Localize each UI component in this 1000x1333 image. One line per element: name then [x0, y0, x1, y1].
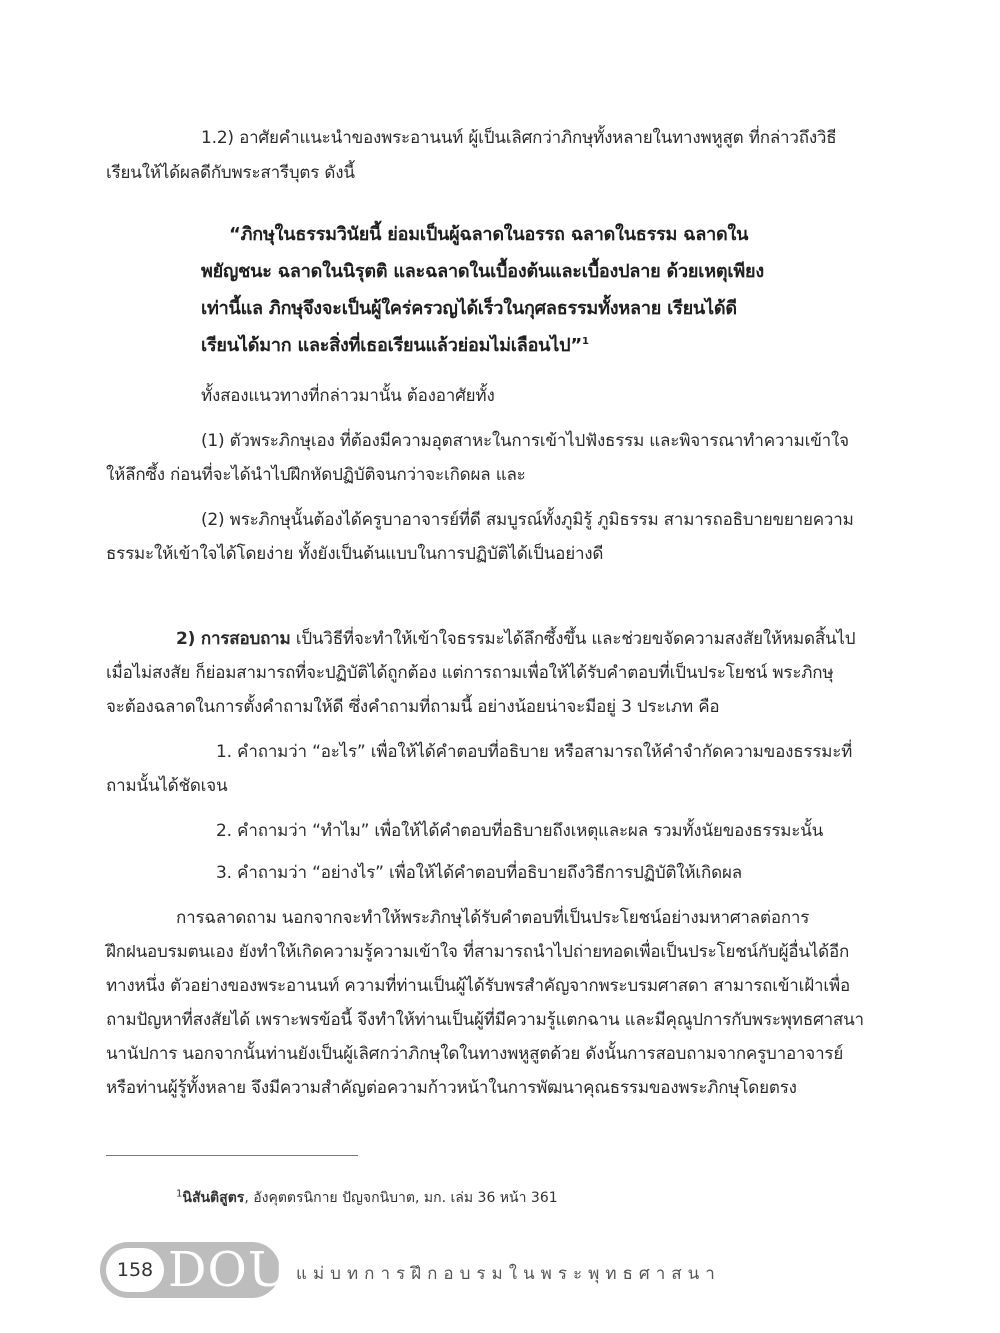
section-1-2-line-2: เรียนให้ได้ผลดีกับพระสารีบุตร ดังนี้	[106, 163, 355, 183]
item-2-line-2: ธรรมะให้เข้าใจได้โดยง่าย ทั้งยังเป็นต้นแบบในการปฏิบัติได้เป็นอย่างดี	[106, 544, 604, 564]
quote-line-2: พยัญชนะ ฉลาดในนิรุตติ และฉลาดในเบื้องต้นและเบื้องปลาย ด้วยเหตุเพียง	[201, 261, 764, 282]
closing-line-3: ทางหนึ่ง ตัวอย่างของพระอานนท์ ความที่ท่านเป็นผู้ได้รับพรสำคัญจากพระบรมศาสดา สามารถเข้าเฝ้าเพื่อ	[106, 976, 850, 996]
closing-line-5: นานัปการ นอกจากนั้นท่านยังเป็นผู้เลิศกว่าภิกษุใดในทางพหูสูตด้วย ดังนั้นการสอบถามจากครูบาอาจารย์	[106, 1044, 844, 1064]
footnote	[176, 1187, 558, 1209]
both-paths-text: ทั้งสองแนวทางที่กล่าวมานั้น ต้องอาศัยทั้ง	[201, 386, 495, 406]
section-2-line-3: จะต้องฉลาดในการตั้งคำถามให้ดี ซึ่งคำถามที่ถามนี้ อย่างน้อยน่าจะมีอยู่ 3 ประเภท คือ	[106, 697, 720, 717]
page-number: 158	[106, 1248, 164, 1292]
question-1-line-2: ถามนั้นได้ชัดเจน	[106, 776, 228, 796]
footnote-title: นิสันติสูตร	[182, 1190, 245, 1206]
section-2-heading: 2) การสอบถาม	[176, 629, 291, 649]
section-2-line-1	[176, 627, 855, 651]
closing-line-4: ถามปัญหาที่สงสัยได้ เพราะพรข้อนี้ จึงทำให้ท่านเป็นผู้ที่มีความรู้แตกฉาน และมีคุณูปการกับพระพุทธศาสนา	[106, 1010, 864, 1030]
question-2: 2. คำถามว่า “ทำไม” เพื่อให้ได้คำตอบที่อธิบายถึงเหตุและผล รวมทั้งนัยของธรรมะนั้น	[216, 821, 824, 841]
question-1-line-1: 1. คำถามว่า “อะไร” เพื่อให้ได้คำตอบที่อธิบาย หรือสามารถให้คำจำกัดความของธรรมะที่	[216, 742, 853, 762]
section-2-line-1-text: เป็นวิธีที่จะทำให้เข้าใจธรรมะได้ลึกซึ้งขึ้น และช่วยขจัดความสงสัยให้หมดสิ้นไป	[290, 629, 856, 649]
quote-line-4	[201, 334, 589, 358]
item-2-line-1: (2) พระภิกษุนั้นต้องได้ครูบาอาจารย์ที่ดี สมบูรณ์ทั้งภูมิรู้ ภูมิธรรม สามารถอธิบายขยายความ	[201, 510, 854, 530]
closing-line-6: หรือท่านผู้รู้ทั้งหลาย จึงมีความสำคัญต่อความก้าวหน้าในการพัฒนาคุณธรรมของพระภิกษุโดยตรง	[106, 1078, 797, 1098]
footnote-text: , อังคุตตรนิกาย ปัญจกนิบาต, มก. เล่ม 36 หน้า 361	[244, 1190, 558, 1206]
question-3: 3. คำถามว่า “อย่างไร” เพื่อให้ได้คำตอบที่อธิบายถึงวิธีการปฏิบัติให้เกิดผล	[216, 863, 742, 883]
footnote-divider	[106, 1155, 358, 1156]
dou-logo: DOU	[168, 1242, 290, 1298]
book-title: แม่บทการฝึกอบรมในพระพุทธศาสนา	[296, 1264, 721, 1284]
closing-line-1: การฉลาดถาม นอกจากจะทำให้พระภิกษุได้รับคำตอบที่เป็นประโยชน์อย่างมหาศาลต่อการ	[176, 908, 810, 928]
item-1-line-2: ให้ลึกซึ้ง ก่อนที่จะได้นำไปฝึกหัดปฏิบัติจนกว่าจะเกิดผล และ	[106, 465, 526, 485]
quote-line-3: เท่านี้แล ภิกษุจึงจะเป็นผู้ใคร่ครวญได้เร็วในกุศลธรรมทั้งหลาย เรียนได้ดี	[201, 298, 737, 319]
section-2-line-2: เมื่อไม่สงสัย ก็ย่อมสามารถที่จะปฏิบัติได้ถูกต้อง แต่การถามเพื่อให้ได้รับคำตอบที่เป็นประโยชน์ พระภิกษุ	[106, 663, 834, 683]
footnote-reference: 1	[582, 336, 589, 347]
quote-line-4-text: เรียนได้มาก และสิ่งที่เธอเรียนแล้วย่อมไม่เลือนไป”	[201, 335, 582, 356]
section-1-2-line-1: 1.2) อาศัยคำแนะนำของพระอานนท์ ผู้เป็นเลิศกว่าภิกษุทั้งหลายในทางพหูสูต ที่กล่าวถึงวิธี	[201, 128, 837, 148]
item-1-line-1: (1) ตัวพระภิกษุเอง ที่ต้องมีความอุตสาหะในการเข้าไปฟังธรรม และพิจารณาทำความเข้าใจ	[201, 431, 849, 451]
quote-line-1: “ภิกษุในธรรมวินัยนี้ ย่อมเป็นผู้ฉลาดในอรรถ ฉลาดในธรรม ฉลาดใน	[229, 224, 749, 245]
footnote-number: 1	[176, 1188, 183, 1200]
closing-line-2: ฝึกฝนอบรมตนเอง ยังทำให้เกิดความรู้ความเข้าใจ ที่สามารถนำไปถ่ายทอดเพื่อเป็นประโยชน์กับผู้อื่นได้อีก	[106, 942, 850, 962]
footer-badge	[100, 1242, 290, 1298]
